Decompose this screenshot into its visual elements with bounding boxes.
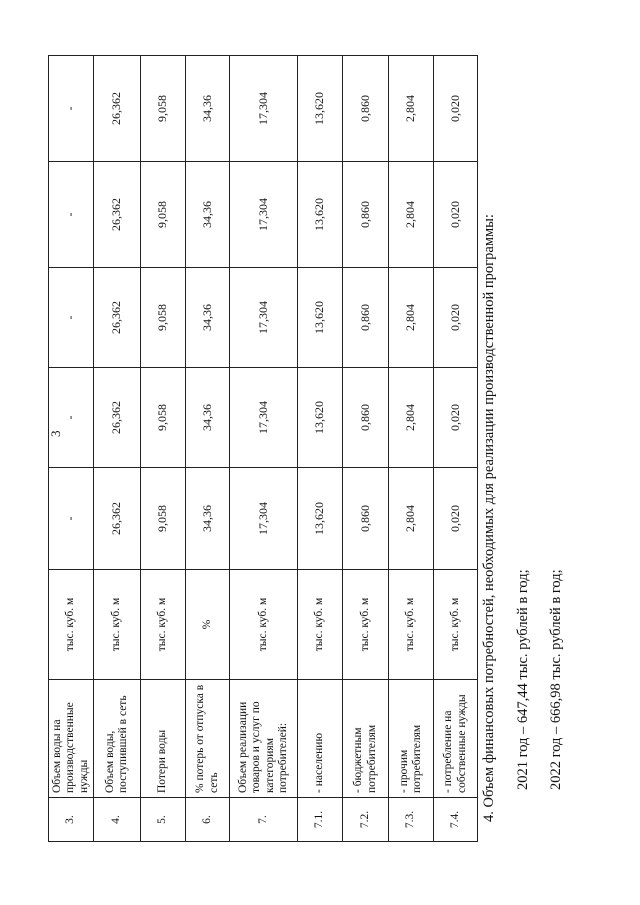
value-cell: 26,362 [94,56,141,162]
row-number-cell: 7.2. [343,798,389,842]
unit-cell: тыс. куб. м [343,570,389,680]
unit-cell: тыс. куб. м [230,570,298,680]
indicator-name-cell: % потерь от отпуска в сеть [186,680,230,798]
value-cell: 17,304 [230,56,298,162]
unit-cell: тыс. куб. м [49,570,94,680]
value-cell: 34,36 [186,468,230,570]
finance-section [480,62,567,822]
value-cell: 17,304 [230,162,298,268]
value-cell: 0,020 [434,268,478,368]
value-cell: 9,058 [141,162,186,268]
table-row [434,56,478,842]
value-cell: 9,058 [141,268,186,368]
table-body [49,56,478,842]
table-row [343,56,389,842]
finance-line: 2021 год – 647,44 тыс. рублей в год; [514,569,531,790]
value-cell: 26,362 [94,268,141,368]
value-cell: 9,058 [141,56,186,162]
indicator-name-cell: Объем реализации товаров и услуг по категориям потребителей: [230,680,298,798]
row-number-cell: 3. [49,798,94,842]
unit-cell: тыс. куб. м [298,570,343,680]
value-cell: 0,020 [434,468,478,570]
value-cell: 0,860 [343,468,389,570]
value-cell: 0,020 [434,368,478,468]
production-program-table [48,55,478,842]
value-cell: 0,860 [343,268,389,368]
value-cell: 26,362 [94,162,141,268]
page-number: 3 [48,430,63,437]
value-cell: 13,620 [298,468,343,570]
value-cell: 2,804 [389,368,434,468]
row-number-cell: 5. [141,798,186,842]
row-number-cell: 6. [186,798,230,842]
table-row [186,56,230,842]
value-cell: 13,620 [298,162,343,268]
value-cell: 2,804 [389,468,434,570]
table-row [230,56,298,842]
indicator-name-cell: - населению [298,680,343,798]
value-cell: 9,058 [141,468,186,570]
value-cell: 34,36 [186,268,230,368]
value-cell: 0,860 [343,162,389,268]
rotated-content [48,36,588,862]
value-cell: - [49,268,94,368]
indicator-name-cell: - прочим потребителям [389,680,434,798]
value-cell: 34,36 [186,162,230,268]
indicator-name-cell: - бюджетным потребителям [343,680,389,798]
table-row [141,56,186,842]
value-cell: 0,860 [343,56,389,162]
value-cell: 17,304 [230,468,298,570]
value-cell: 17,304 [230,268,298,368]
value-cell: 2,804 [389,56,434,162]
finance-line: 2022 год – 666,98 тыс. рублей в год; [548,569,565,790]
value-cell: 17,304 [230,368,298,468]
value-cell: 0,020 [434,56,478,162]
value-cell: 13,620 [298,268,343,368]
table-row [389,56,434,842]
value-cell: 2,804 [389,268,434,368]
value-cell: 13,620 [298,56,343,162]
unit-cell: тыс. куб. м [434,570,478,680]
unit-cell: тыс. куб. м [141,570,186,680]
row-number-cell: 4. [94,798,141,842]
table-row [298,56,343,842]
value-cell: 0,860 [343,368,389,468]
unit-cell: тыс. куб. м [94,570,141,680]
indicator-name-cell: Объем воды, поступившей в сеть [94,680,141,798]
value-cell: - [49,468,94,570]
value-cell: 0,020 [434,162,478,268]
value-cell: 34,36 [186,56,230,162]
value-cell: - [49,56,94,162]
unit-cell: тыс. куб. м [389,570,434,680]
row-number-cell: 7.4. [434,798,478,842]
row-number-cell: 7. [230,798,298,842]
table-row [49,56,94,842]
row-number-cell: 7.1. [298,798,343,842]
value-cell: - [49,368,94,468]
value-cell: 34,36 [186,368,230,468]
value-cell: 2,804 [389,162,434,268]
value-cell: 9,058 [141,368,186,468]
indicator-name-cell: Объем воды на производственные нужды [49,680,94,798]
table-row [94,56,141,842]
indicator-name-cell: Потери воды [141,680,186,798]
row-number-cell: 7.3. [389,798,434,842]
unit-cell: % [186,570,230,680]
value-cell: 26,362 [94,468,141,570]
value-cell: 26,362 [94,368,141,468]
value-cell: 13,620 [298,368,343,468]
finance-heading: 4. Объем финансовых потребностей, необходимых для реализации производственной программы: [481,214,497,822]
value-cell: - [49,162,94,268]
indicator-name-cell: - потребление на собственные нужды [434,680,478,798]
